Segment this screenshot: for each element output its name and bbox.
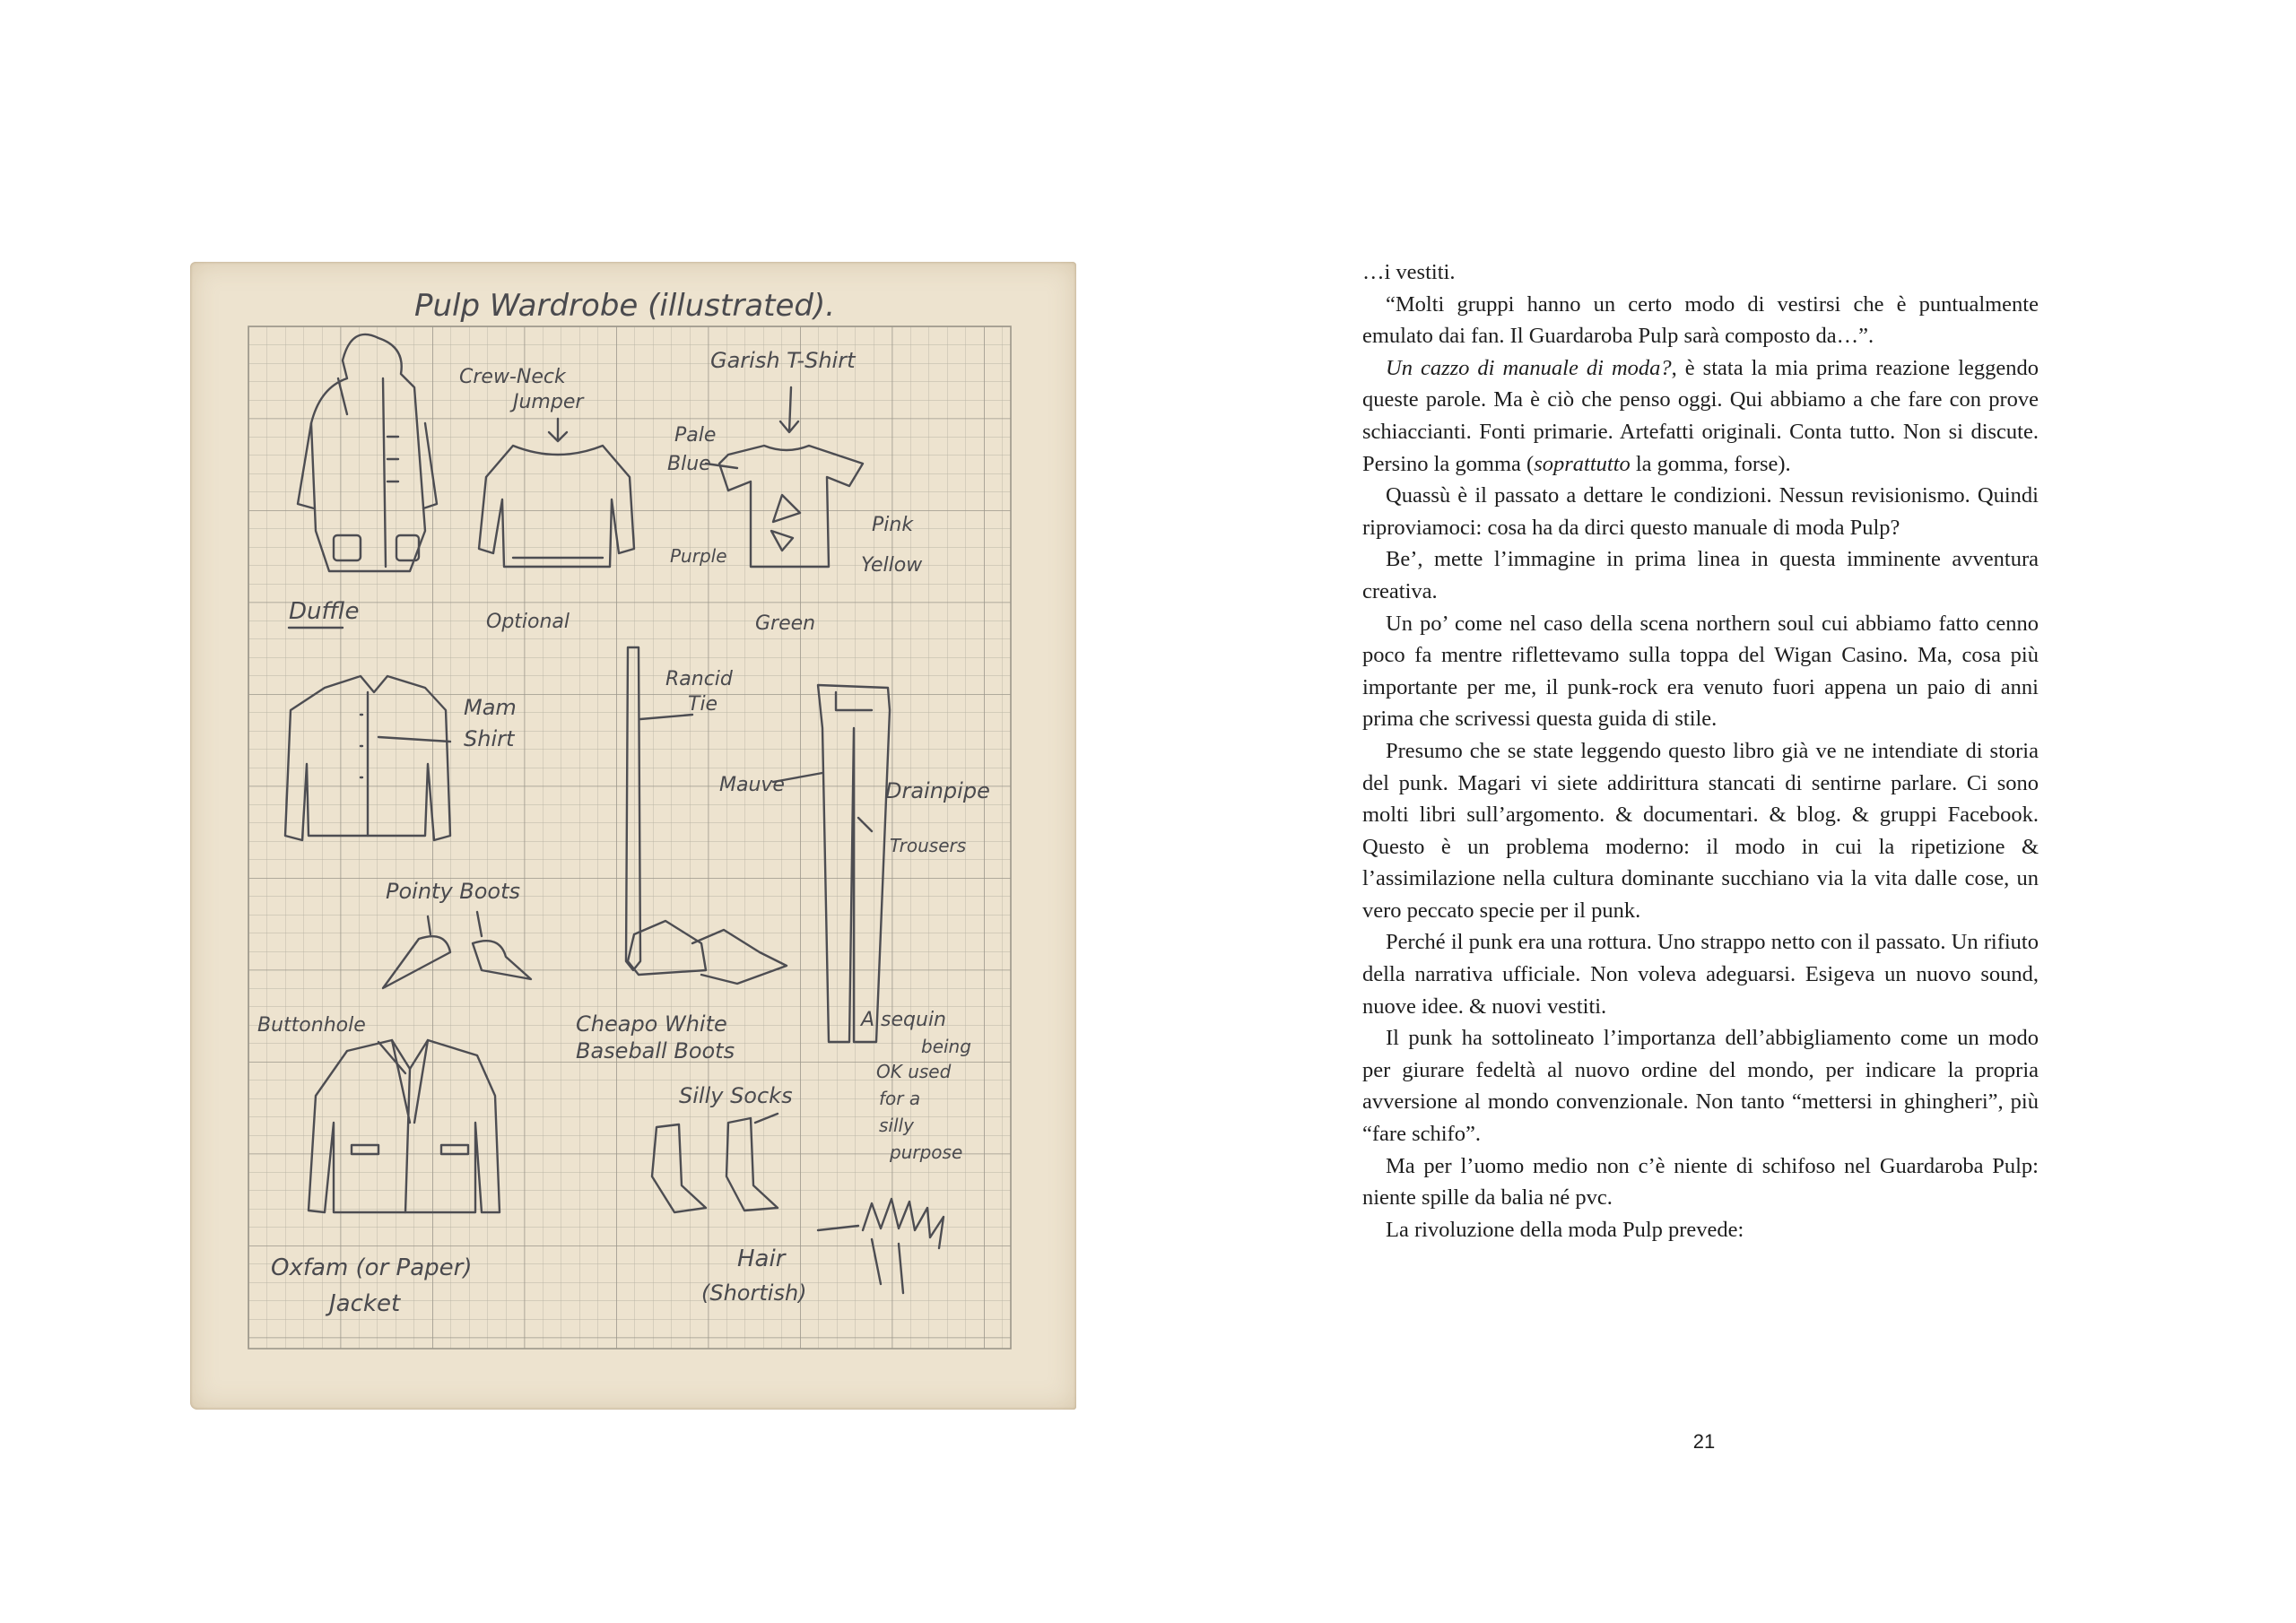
- text-run: Quassù è il passato a dettare le condizioni. Nessun revisionismo. Quindi riproviamoci: cosa ha da dirci questo manuale di moda Pulp?: [1362, 483, 2039, 540]
- text-run: Be’, mette l’immagine in prima linea in questa imminente avventura creativa.: [1362, 547, 2039, 603]
- text-run: Perché il punk era una rottura. Uno strappo netto con il passato. Un rifiuto della narrativa ufficiale. Non voleva adeguarsi. Esigeva un nuovo sound, nuove idee. & nuovi vestiti.: [1362, 930, 2039, 1019]
- label-mauve: Mauve: [719, 774, 785, 796]
- label-crew-neck: Crew-Neck: [459, 366, 566, 388]
- label-hair: Hair: [737, 1245, 786, 1272]
- text-run: Presumo che se state leggendo questo libro già ve ne intendiate di storia del punk. Magari vi siete addirittura stancati di sentirne parlare. Ci sono molti libri sull’argomento. & documentari. & blog. & gruppi Facebook. Questo è un problema moderno: il modo in cui la ripetizione & l’assimilazione nella cultura dominante succhiano via la vita dalle cose, un vero peccato specie per il punk.: [1362, 738, 2039, 923]
- sketch-title: Pulp Wardrobe (illustrated).: [414, 288, 836, 324]
- label-sequin-4: for a: [879, 1088, 921, 1109]
- paragraph: [1362, 352, 2039, 480]
- label-purple: Purple: [670, 545, 727, 567]
- paragraph: [1362, 1214, 2039, 1246]
- label-trousers: Trousers: [890, 835, 967, 856]
- body-text: [1362, 256, 2039, 1245]
- label-buttonhole: Buttonhole: [257, 1014, 366, 1037]
- label-silly-socks: Silly Socks: [679, 1083, 793, 1108]
- label-drainpipe: Drainpipe: [885, 778, 990, 803]
- label-sequin-1: A sequin: [861, 1009, 947, 1031]
- text-run: la gomma, forse).: [1630, 451, 1791, 476]
- text-run: La rivoluzione della moda Pulp prevede:: [1386, 1217, 1744, 1242]
- label-pointy-boots: Pointy Boots: [386, 879, 521, 904]
- label-jumper: Jumper: [513, 391, 584, 413]
- label-baseball-boots: Baseball Boots: [576, 1038, 735, 1063]
- label-jacket: Jacket: [329, 1290, 401, 1317]
- sketch-drawing: [190, 262, 1076, 1410]
- label-pink: Pink: [872, 514, 914, 536]
- paragraph: [1362, 543, 2039, 607]
- label-yellow: Yellow: [861, 554, 923, 577]
- label-oxfam: Oxfam (or Paper): [271, 1254, 473, 1281]
- text-run: Ma per l’uomo medio non c’è niente di schifoso nel Guardaroba Pulp: niente spille da balia né pvc.: [1362, 1153, 2039, 1211]
- text-run: …i vestiti.: [1362, 260, 1456, 284]
- italic-text: soprattutto: [1534, 451, 1631, 476]
- label-optional: Optional: [486, 611, 570, 633]
- notebook-sketch-image: [190, 262, 1076, 1410]
- italic-text: Un cazzo di manuale di moda?: [1386, 355, 1672, 380]
- paragraph: [1362, 256, 2039, 289]
- page-number: 21: [1692, 1430, 1716, 1453]
- label-shortish: (Shortish): [701, 1280, 807, 1306]
- text-run: Il punk ha sottolineato l’importanza dell’abbigliamento come un modo per giurare fedeltà al nuovo ordine del mondo, per indicare la propria avversione al mondo convenzionale. Non tanto “mettersi in ghingheri”, più “fare schifo”.: [1362, 1026, 2039, 1147]
- label-tie: Tie: [688, 693, 718, 716]
- text-run: “Molti gruppi hanno un certo modo di vestirsi che è puntualmente emulato dai fan. Il Guardaroba Pulp sarà composto da…”.: [1362, 291, 2039, 349]
- paragraph: [1362, 480, 2039, 543]
- paragraph: [1362, 608, 2039, 735]
- label-duffle: Duffle: [289, 598, 360, 625]
- label-sequin-5: silly: [879, 1115, 914, 1136]
- label-sequin-3: OK used: [876, 1061, 952, 1082]
- paragraph: [1362, 289, 2039, 352]
- label-cheapo-white: Cheapo White: [576, 1011, 727, 1037]
- label-sequin-2: being: [921, 1036, 971, 1057]
- label-blue: Blue: [667, 453, 711, 475]
- label-mam: Mam: [464, 695, 517, 720]
- text-run: Un po’ come nel caso della scena northern soul cui abbiamo fatto cenno poco fa mentre riflettevamo sulla toppa del Wigan Casino. Ma, cosa più importante per me, il punk-rock era venuto fuori appena un paio di anni prima che scrivessi questa guida di stile.: [1362, 611, 2039, 732]
- label-sequin-6: purpose: [890, 1141, 963, 1163]
- text-run: , è stata la mia prima reazione leggendo queste parole. Ma è ciò che penso oggi. Qui abbiamo a che fare con prove schiaccianti. Fonti primarie. Artefatti originali. Conta tutto. Non si discute. Persino la gomma (: [1362, 355, 2039, 476]
- paragraph: [1362, 735, 2039, 927]
- label-green: Green: [755, 612, 816, 635]
- label-rancid: Rancid: [665, 668, 733, 690]
- label-pale: Pale: [674, 424, 717, 447]
- paragraph: [1362, 1150, 2039, 1214]
- label-shirt: Shirt: [464, 726, 515, 751]
- paragraph: [1362, 1022, 2039, 1150]
- label-garish-tshirt: Garish T-Shirt: [710, 348, 856, 373]
- paragraph: [1362, 926, 2039, 1022]
